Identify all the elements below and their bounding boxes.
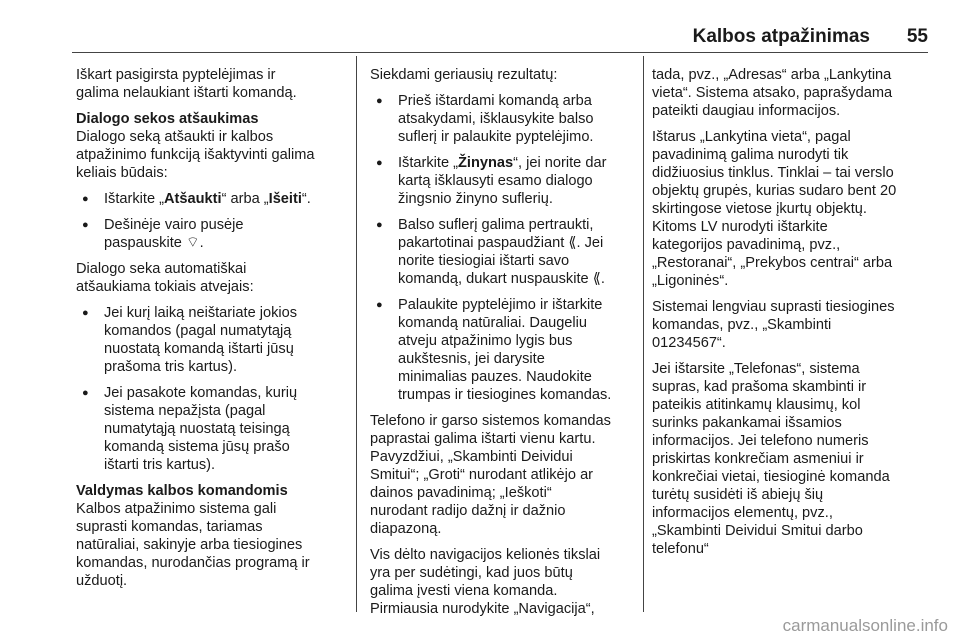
text-line: priskirtas konkrečiam asmeniui ir bbox=[652, 451, 864, 467]
text-line: pakartotinai paspaudžiant ⟪. Jei bbox=[398, 235, 604, 251]
text-line: sistema nepažįsta (pagal bbox=[104, 403, 266, 419]
text-line: vieta“. Sistema atsako, paprašydama bbox=[652, 85, 893, 101]
text-line bbox=[398, 154, 634, 172]
control-heading: Valdymas kalbos komandomis bbox=[76, 483, 288, 499]
text-line: pateikis atitinkamų klausimų, kol bbox=[652, 397, 861, 413]
paragraph bbox=[652, 128, 928, 290]
section-title: Kalbos atpažinimas bbox=[692, 26, 870, 47]
text-line: Siekdami geriausių rezultatų: bbox=[370, 67, 558, 83]
text-line: komandas, nurodančias programą ir bbox=[76, 555, 310, 571]
list-item bbox=[370, 216, 634, 288]
text-line: minimalias pauzes. Naudokite bbox=[398, 369, 592, 385]
text-line: ● Palaukite pyptelėjimo ir ištarkite bbox=[398, 297, 603, 313]
text-line: pavadinimą galima nurodyti tik bbox=[652, 147, 849, 163]
list-item bbox=[76, 304, 344, 376]
text-line: ● Prieš ištardami komandą arba bbox=[398, 93, 592, 109]
text-line: „Ligoninės“. bbox=[652, 273, 729, 289]
text-line: komandą, dukart nuspauskite ⟪. bbox=[398, 271, 605, 287]
text-line: suflerį ir palaukite pyptelėjimo. bbox=[398, 129, 594, 145]
text-line: Kitoms LV nurodyti ištarkite bbox=[652, 219, 828, 235]
text-line: kategorijos pavadinimą, pvz., bbox=[652, 237, 841, 253]
text-line: keliais būdais: bbox=[76, 165, 168, 181]
text-line: komandą sistema jūsų prašo bbox=[104, 439, 290, 455]
text-line: ● Jei kurį laiką neištariate jokios bbox=[104, 305, 298, 321]
command-iseiti: Išeiti bbox=[268, 191, 302, 207]
column-1 bbox=[76, 66, 344, 598]
text-line bbox=[104, 190, 344, 208]
text-line: supras, kad prašoma skambinti ir bbox=[652, 379, 867, 395]
text-line: Smitui“; „Groti“ nurodant atlikėjo ar bbox=[370, 467, 594, 483]
text-line: paspauskite ⌔. bbox=[104, 235, 204, 251]
text-fragment: “ arba „ bbox=[221, 191, 269, 207]
page-header bbox=[72, 26, 928, 52]
text-line: Pavyzdžiui, „Skambinti Deividui bbox=[370, 449, 573, 465]
text-fragment: “, jei norite dar bbox=[513, 155, 607, 171]
paragraph bbox=[652, 360, 928, 558]
text-line: Pirmiausia nurodykite „Navigacija“, bbox=[370, 601, 595, 617]
text-line: nuostatą komandą ištarti jūsų bbox=[104, 341, 294, 357]
column-divider-2 bbox=[643, 56, 644, 612]
text-line: žingsnio žinyno suflerių. bbox=[398, 191, 553, 207]
column-3 bbox=[652, 66, 928, 566]
text-line: atsakydami, išklausykite balso bbox=[398, 111, 594, 127]
text-line: yra per sudėtingi, kad juos būtų bbox=[370, 565, 573, 581]
paragraph bbox=[652, 298, 928, 352]
text-line: diapazoną. bbox=[370, 521, 442, 537]
text-line: dainos pavadinimą; „Ieškoti“ bbox=[370, 485, 552, 501]
text-line: kartą išklausyti esamo dialogo bbox=[398, 173, 593, 189]
text-line: „Restoranai“, „Prekybos centrai“ arba bbox=[652, 255, 893, 271]
text-line: ● Dešinėje vairo pusėje bbox=[104, 217, 244, 233]
text-line: galima nelaukiant ištarti komandą. bbox=[76, 85, 297, 101]
command-atsaukti: Atšaukti bbox=[164, 191, 222, 207]
text-line: pateikti daugiau informacijos. bbox=[652, 103, 841, 119]
list-item bbox=[76, 216, 344, 252]
text-line: informacijos elementų, pvz., bbox=[652, 505, 833, 521]
text-line: komandos (pagal numatytąją bbox=[104, 323, 292, 339]
text-fragment: Ištarkite „ bbox=[398, 155, 459, 171]
lead-paragraph bbox=[370, 66, 634, 84]
text-fragment: Ištarkite „ bbox=[104, 191, 165, 207]
text-line: atveju atpažinimo lygis bus bbox=[398, 333, 573, 349]
text-line: Jei ištarsite „Telefonas“, sistema bbox=[652, 361, 860, 377]
list-item bbox=[370, 92, 634, 146]
text-line: nurodant radijo dažnį ir dažnio bbox=[370, 503, 566, 519]
text-line: Dialogo seką atšaukti ir kalbos bbox=[76, 129, 274, 145]
text-line: Ištarus „Lankytina vieta“, pagal bbox=[652, 129, 851, 145]
list-item bbox=[370, 296, 634, 404]
text-line: atšaukiama tokiais atvejais: bbox=[76, 279, 254, 295]
cancel-heading: Dialogo sekos atšaukimas bbox=[76, 111, 259, 127]
text-line: Sistemai lengviau suprasti tiesiogines bbox=[652, 299, 895, 315]
text-line: skirtingose vietose įkurtų objektų. bbox=[652, 201, 867, 217]
text-line: Dialogo seka automatiškai bbox=[76, 261, 247, 277]
text-line: numatytąją nuostatą teisingą bbox=[104, 421, 290, 437]
text-line: tada, pvz., „Adresas“ arba „Lankytina bbox=[652, 67, 892, 83]
text-line: informacijos. Jei telefono numeris bbox=[652, 433, 869, 449]
text-line: didžiuosius tinklus. Tinklai – tai verslo bbox=[652, 165, 894, 181]
text-line: telefonu“ bbox=[652, 541, 709, 557]
text-line: užduotį. bbox=[76, 573, 128, 589]
column-2 bbox=[370, 66, 634, 626]
text-line: atpažinimo funkciją išaktyvinti galima bbox=[76, 147, 315, 163]
text-line: objektų grupės, kurias sudaro bent 20 bbox=[652, 183, 897, 199]
text-line: aukštesnis, jei darysite bbox=[398, 351, 545, 367]
cancel-section bbox=[76, 110, 344, 182]
intro-paragraph bbox=[76, 66, 344, 102]
cancel-paragraph bbox=[76, 128, 344, 182]
command-zinynas: Žinynas bbox=[458, 155, 514, 171]
text-line: „Skambinti Deividui Smitui darbo bbox=[652, 523, 863, 539]
text-line: ištarti tris kartus). bbox=[104, 457, 216, 473]
paragraph bbox=[652, 66, 928, 120]
text-line: prašoma tris kartus). bbox=[104, 359, 237, 375]
text-fragment: “. bbox=[301, 191, 311, 207]
paragraph bbox=[370, 412, 634, 538]
text-line: Vis dėlto navigacijos kelionės tikslai bbox=[370, 547, 601, 563]
text-line: Telefono ir garso sistemos komandas bbox=[370, 413, 611, 429]
text-line: Iškart pasigirsta pyptelėjimas ir bbox=[76, 67, 276, 83]
text-line: surinks pakankamai išsamios bbox=[652, 415, 842, 431]
paragraph bbox=[370, 546, 634, 618]
text-line: trumpas ir tiesiogines komandas. bbox=[398, 387, 612, 403]
text-line: paprastai galima ištarti vienu kartu. bbox=[370, 431, 596, 447]
text-line: turėtų susidėti iš abiejų šių bbox=[652, 487, 824, 503]
text-line: natūraliai, sakinyje arba tiesiogines bbox=[76, 537, 303, 553]
text-line: norite tiesiogiai ištarti savo bbox=[398, 253, 570, 269]
watermark: carmanualsonline.info bbox=[782, 616, 948, 635]
text-line: komandą natūraliai. Daugeliu bbox=[398, 315, 588, 331]
control-paragraph bbox=[76, 500, 344, 590]
control-section bbox=[76, 482, 344, 590]
list-item bbox=[370, 154, 634, 208]
text-line: konkrečiai vietai, tiesioginė komanda bbox=[652, 469, 890, 485]
text-line: ● Balso suflerį galima pertraukti, bbox=[398, 217, 594, 233]
page-number: 55 bbox=[906, 26, 928, 47]
text-line: galima įvesti viena komanda. bbox=[370, 583, 558, 599]
text-line: komandas, pvz., „Skambinti bbox=[652, 317, 832, 333]
auto-cancel-paragraph bbox=[76, 260, 344, 296]
column-divider-1 bbox=[356, 56, 357, 612]
list-item bbox=[76, 384, 344, 474]
text-line: ● Jei pasakote komandas, kurių bbox=[104, 385, 298, 401]
text-line: 01234567“. bbox=[652, 335, 726, 351]
list-item bbox=[76, 190, 344, 208]
text-line: Kalbos atpažinimo sistema gali bbox=[76, 501, 277, 517]
header-divider bbox=[72, 52, 928, 53]
text-line: suprasti komandas, tariamas bbox=[76, 519, 263, 535]
